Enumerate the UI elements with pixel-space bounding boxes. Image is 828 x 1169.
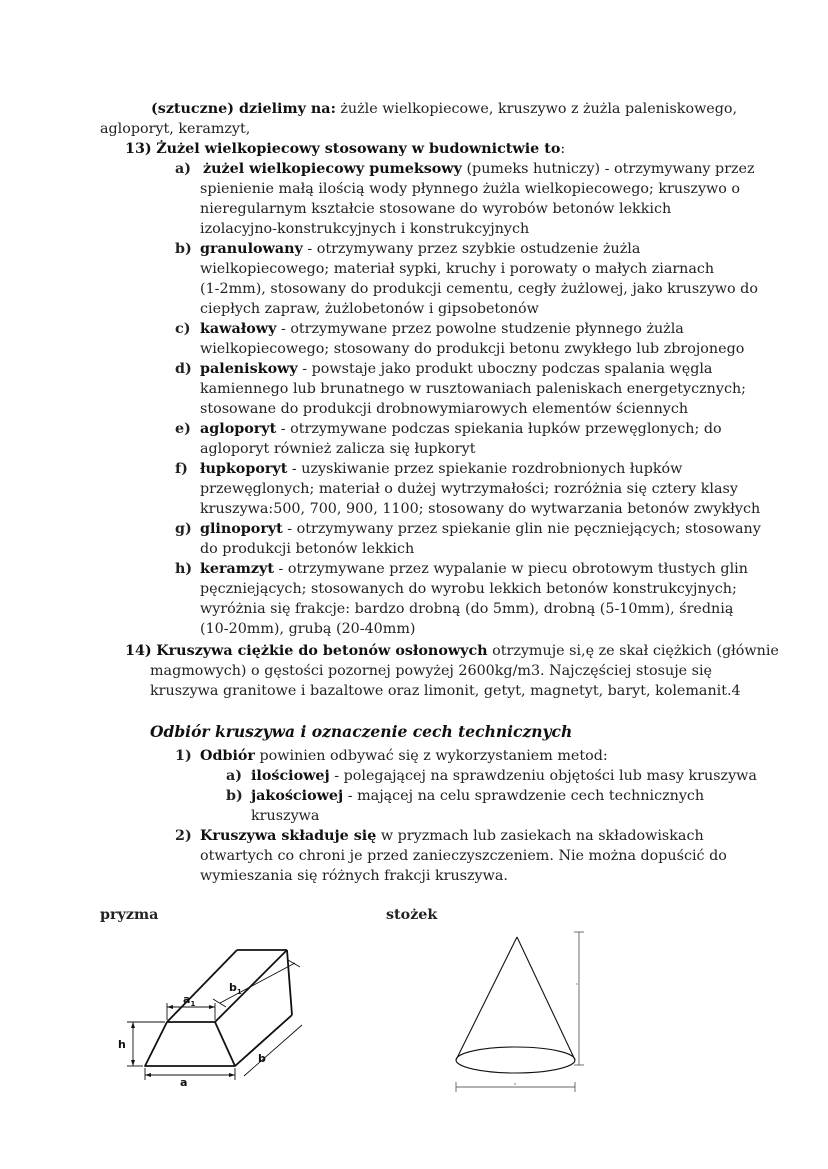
section-subitem-a-line: ilościowej - polegającej na sprawdzeniu objętości lub masy kruszywa	[251, 768, 757, 784]
stozek-label: stożek	[386, 907, 438, 923]
subitem-label: e)	[175, 421, 191, 437]
intro-line-2: agloporyt, keramzyt,	[100, 121, 251, 137]
intro-line-1: (sztuczne) dzielimy na: żużle wielkopiecowe, kruszywo z żużla paleniskowego,	[151, 101, 738, 117]
dim-a1: $a_1$	[183, 993, 196, 1008]
dim-h: h	[118, 1038, 126, 1051]
section-item-num: 2)	[175, 828, 192, 844]
section-item-2-line: otwartych co chroni je przed zanieczyszczeniem. Nie można dopuścić do	[200, 848, 727, 864]
subitem-b-line: wielkopiecowego; materiał sypki, kruchy i porowaty o małych ziarnach	[200, 261, 715, 277]
subitem-b-line: (1-2mm), stosowany do produkcji cementu, cegły żużlowej, jako kruszywo do	[200, 281, 758, 297]
subitem-e-line: agloporyt - otrzymywane podczas spiekania łupków przewęglonych; do	[200, 421, 722, 437]
subitem-c-line: wielkopiecowego; stosowany do produkcji betonu zwykłego lub zbrojonego	[200, 341, 745, 357]
subitem-label: g)	[175, 521, 192, 537]
section-subitem-label: b)	[226, 788, 243, 804]
section-heading: Odbiór kruszywa i oznaczenie cech technicznych	[150, 722, 573, 741]
section-item-num: 1)	[175, 748, 192, 764]
item-14-line: 14) Kruszywa ciężkie do betonów osłonowych otrzymuje si,ę ze skał ciężkich (głównie	[125, 643, 779, 659]
item-14-line: magmowych) o gęstości pozornej powyżej 2600kg/m3. Najczęściej stosuje się	[150, 663, 713, 679]
cone-diameter-mark: D	[514, 1082, 517, 1086]
section-item-2-line: wymieszania się różnych frakcji kruszywa.	[200, 868, 508, 884]
subitem-e-line: agloporyt również zalicza się łupkoryt	[200, 441, 476, 457]
subitem-b-line: granulowany - otrzymywany przez szybkie ostudzenie żużla	[200, 241, 641, 257]
subitem-h-line: (10-20mm), grubą (20-40mm)	[200, 621, 416, 637]
subitem-a-line: żużel wielkopiecowy pumeksowy (pumeks hutniczy) - otrzymywany przez	[203, 161, 755, 177]
cone-height-mark: h	[576, 982, 578, 986]
subitem-h-line: wyróżnia się frakcje: bardzo drobną (do 5mm), drobną (5-10mm), średnią	[200, 601, 734, 617]
subitem-g-line: do produkcji betonów lekkich	[200, 541, 415, 557]
subitem-label: d)	[175, 361, 192, 377]
subitem-f-line: przewęglonych; materiał o dużej wytrzymałości; rozróżnia się cztery klasy	[200, 481, 738, 497]
dim-a: a	[180, 1076, 188, 1089]
cone-figure	[452, 925, 592, 1110]
prism-figure	[110, 945, 310, 1090]
subitem-f-line: kruszywa:500, 700, 900, 1100; stosowany do wytwarzania betonów zwykłych	[200, 501, 761, 517]
item-13-title: 13) Żużel wielkopiecowy stosowany w budownictwie to:	[125, 141, 566, 157]
item-14-line: kruszywa granitowe i bazaltowe oraz limonit, getyt, magnetyt, baryt, kolemanit.4	[150, 683, 741, 699]
section-item-1-line: Odbiór powinien odbywać się z wykorzystaniem metod:	[200, 748, 608, 764]
subitem-b-line: ciepłych zapraw, żużlobetonów i gipsobetonów	[200, 301, 539, 317]
section-subitem-b-line: kruszywa	[251, 808, 320, 824]
subitem-a-line: nieregularnym kształcie stosowane do wyrobów betonów lekkich	[200, 201, 672, 217]
dim-b: b	[258, 1052, 266, 1065]
subitem-d-line: paleniskowy - powstaje jako produkt uboczny podczas spalania węgla	[200, 361, 713, 377]
subitem-c-line: kawałowy - otrzymywane przez powolne studzenie płynnego żużla	[200, 321, 684, 337]
section-subitem-b-line: jakościowej - mającej na celu sprawdzenie cech technicznych	[251, 788, 705, 804]
subitem-label: h)	[175, 561, 193, 577]
dim-b1: $b_1$	[229, 981, 242, 996]
subitem-d-line: stosowane do produkcji drobnowymiarowych elementów ściennych	[200, 401, 689, 417]
section-item-2-line: Kruszywa składuje się w pryzmach lub zasiekach na składowiskach	[200, 828, 704, 844]
subitem-label: f)	[175, 461, 188, 477]
subitem-d-line: kamiennego lub brunatnego w rusztowaniach paleniskach energetycznych;	[200, 381, 746, 397]
subitem-h-line: keramzyt - otrzymywane przez wypalanie w piecu obrotowym tłustych glin	[200, 561, 748, 577]
subitem-f-line: łupkoporyt - uzyskiwanie przez spiekanie rozdrobnionych łupków	[200, 461, 683, 477]
pryzma-label: pryzma	[100, 907, 159, 923]
section-subitem-label: a)	[226, 768, 243, 784]
subitem-g-line: glinoporyt - otrzymywany przez spiekanie glin nie pęczniejących; stosowany	[200, 521, 761, 537]
subitem-a-line: izolacyjno-konstrukcyjnych i konstrukcyjnych	[200, 221, 530, 237]
subitem-a-line: spienienie małą ilością wody płynnego żużla wielkopiecowego; kruszywo o	[200, 181, 741, 197]
subitem-label: b)	[175, 241, 192, 257]
subitem-label: c)	[175, 321, 191, 337]
subitem-label: a)	[175, 161, 192, 177]
subitem-h-line: pęczniejących; stosowanych do wyrobu lekkich betonów konstrukcyjnych;	[200, 581, 737, 597]
